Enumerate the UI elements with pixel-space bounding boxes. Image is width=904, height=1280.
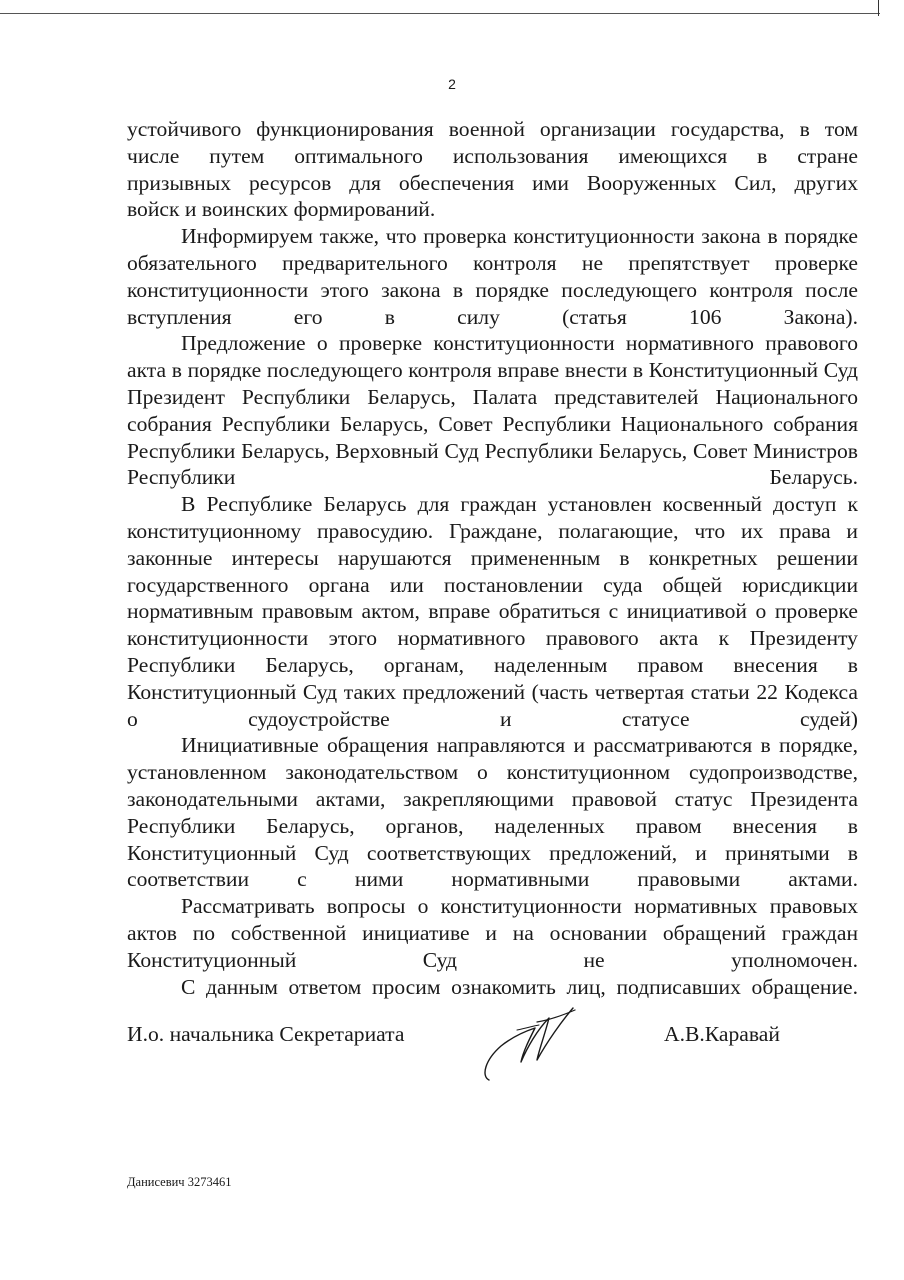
paragraph-4 (127, 491, 858, 732)
line: представителей Национального собрания Республики Беларусь, Совет (127, 384, 858, 436)
line: Кодекса о судоустройстве и статусе судей) (127, 679, 858, 731)
handwritten-signature (477, 1000, 607, 1090)
letter-body (127, 116, 858, 1000)
line: устойчивого функционирования военной организации государства, в том (127, 117, 858, 141)
line: Информируем также, что проверка конституционности закона в (181, 224, 778, 249)
paragraph-5 (127, 732, 858, 893)
line: нормативным правовым актом, вправе обратиться с инициативой о (127, 599, 767, 624)
line: внесения в Конституционный Суд соответствующих предложений, и (127, 813, 858, 865)
paragraph-2 (127, 223, 858, 330)
line: Суд Республики Беларусь, Совет Министров Республики Беларусь. (127, 438, 858, 490)
paragraph-6 (127, 893, 858, 973)
line: принятыми в соответствии с ними нормативными правовыми актами. (127, 840, 858, 892)
line: проверке конституционности этого нормативного правового акта к (127, 599, 858, 651)
signatory-title: И.о. начальника Секретариата (127, 1022, 405, 1046)
line: контроля после вступления его в силу (статья 106 Закона). (127, 277, 859, 329)
line: государственного органа или постановлении суда общей юрисдикции (127, 572, 858, 597)
line: Рассматривать вопросы о конституционности нормативных (181, 894, 758, 919)
line: правовых актов по собственной инициативе и на основании обращений (127, 894, 858, 945)
scan-edge-line (0, 13, 880, 14)
signatory-name: А.В.Каравай (664, 1022, 780, 1046)
line: порядке, установленном законодательством о конституционном (127, 733, 858, 785)
line: призывных ресурсов для обеспечения ими Вооруженных Сил, других (127, 170, 858, 195)
scan-edge-mark (878, 0, 879, 16)
line: С данным ответом просим ознакомить лиц, подписавших обращение. (181, 974, 858, 999)
line: порядке обязательного предварительного контроля не препятствует (127, 224, 858, 275)
paragraph-1 (127, 116, 858, 196)
line: Конституционный Суд Президент Республики Беларусь, Палата (127, 358, 858, 409)
line: Предложение о проверке конституционности нормативного (181, 331, 754, 356)
line: войск и воинских формирований. (127, 197, 436, 222)
paragraph-1-end (127, 196, 858, 223)
executor-note: Данисевич 3273461 (127, 1175, 232, 1189)
line: проверке конституционности этого закона в порядке последующего (127, 250, 858, 302)
line: граждан Конституционный Суд не уполномочен. (127, 920, 859, 972)
line: Инициативные обращения направляются и рассматриваются в (181, 733, 771, 758)
line: конституционному правосудию. Граждане, полагающие, что их права и (127, 518, 858, 543)
line: Президенту Республики Беларусь, органам, наделенным правом внесения (127, 626, 858, 677)
page-number: 2 (448, 76, 456, 92)
line: правового акта в порядке последующего контроля вправе внести в (127, 331, 858, 383)
line: судопроизводстве, законодательными актами, закрепляющими правовой (127, 760, 858, 811)
line: числе путем оптимального использования имеющихся в стране (127, 143, 858, 168)
paragraph-3 (127, 330, 858, 491)
line: статус Президента Республики Беларусь, органов, наделенных правом (127, 786, 859, 838)
signature-block (127, 1022, 858, 1102)
paragraph-7 (127, 974, 858, 1001)
line: в Конституционный Суд таких предложений (часть четвертая статьи 22 (127, 652, 858, 704)
line: В Республике Беларусь для граждан установлен косвенный доступ к (181, 492, 858, 517)
line: Республики Национального собрания Республики Беларусь, Верховный (127, 411, 858, 463)
line: законные интересы нарушаются примененным в конкретных решении (127, 545, 858, 570)
